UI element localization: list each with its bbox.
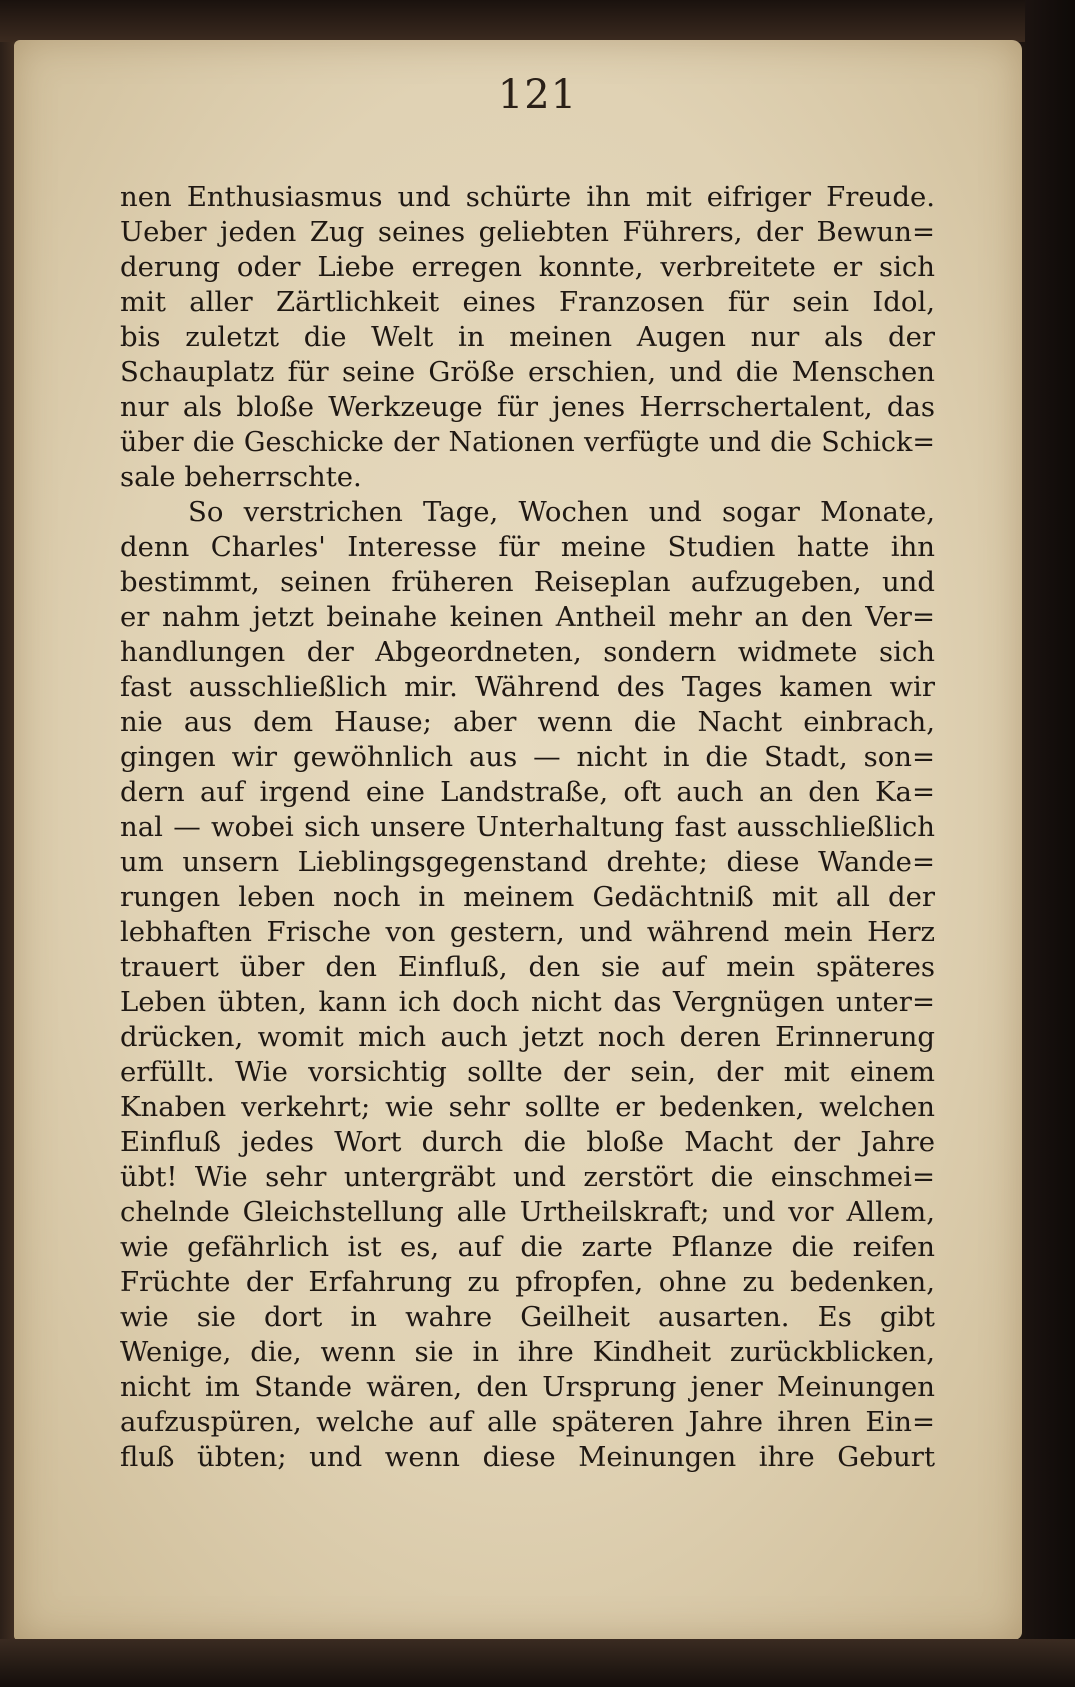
text-line: aufzuspüren, welche auf alle späteren Jahre ihren Ein= [120,1406,935,1438]
text-line: wie gefährlich ist es, auf die zarte Pflanze die reifen [120,1231,935,1263]
text-line: bis zuletzt die Welt in meinen Augen nur als der [120,321,935,353]
text-line: nen Enthusiasmus und schürte ihn mit eifriger Freude. [120,181,935,213]
text-line: nicht im Stande wären, den Ursprung jener Meinungen [120,1371,935,1403]
text-line: chelnde Gleichstellung alle Urtheilskraft; und vor Allem, [120,1196,935,1228]
text-line: fluß übten; und wenn diese Meinungen ihre Geburt [120,1441,935,1473]
text-line: Wenige, die, wenn sie in ihre Kindheit zurückblicken, [120,1336,935,1368]
text-line: über die Geschicke der Nationen verfügte und die Schick= [120,427,935,458]
top-edge [0,0,1075,42]
text-line: Ueber jeden Zug seines geliebten Führers, der Bewun= [120,216,935,248]
text-line: gingen wir gewöhnlich aus — nicht in die Stadt, son= [120,741,935,773]
text-line: fast ausschließlich mir. Während des Tages kamen wir [120,671,935,703]
text-line: mit aller Zärtlichkeit eines Franzosen für sein Idol, [120,286,935,318]
page-number: 121 [497,72,578,118]
text-line: So verstrichen Tage, Wochen und sogar Monate, [188,496,935,528]
text-line: lebhaften Frische von gestern, und während mein Herz [120,916,935,948]
text-line: drücken, womit mich auch jetzt noch deren Erinnerung [120,1021,935,1053]
text-line: Schauplatz für seine Größe erschien, und die Menschen [120,356,935,388]
text-line: Einfluß jedes Wort durch die bloße Macht der Jahre [120,1126,935,1158]
text-line: rungen leben noch in meinem Gedächtniß mit all der [120,881,935,913]
text-line: Leben übten, kann ich doch nicht das Vergnügen unter= [120,986,935,1018]
text-line: wie sie dort in wahre Geilheit ausarten. Es gibt [120,1301,935,1333]
text-line: er nahm jetzt beinahe keinen Antheil mehr an den Ver= [120,601,935,633]
text-line: nie aus dem Hause; aber wenn die Nacht einbrach, [120,706,935,738]
text-line: um unsern Lieblingsgegenstand drehte; diese Wande= [120,846,935,878]
text-line: nal — wobei sich unsere Unterhaltung fast ausschließlich [120,811,935,843]
bottom-edge [0,1639,1075,1687]
cover-edge [1025,0,1075,1687]
text-line: denn Charles' Interesse für meine Studien hatte ihn [120,531,935,563]
text-line: Früchte der Erfahrung zu pfropfen, ohne zu bedenken, [120,1266,935,1298]
text-line: nur als bloße Werkzeuge für jenes Herrschertalent, das [120,391,935,423]
text-line: erfüllt. Wie vorsichtig sollte der sein, der mit einem [120,1056,935,1088]
text-line: übt! Wie sehr untergräbt und zerstört die einschmei= [120,1161,935,1193]
text-line: bestimmt, seinen früheren Reiseplan aufzugeben, und [120,566,935,598]
text-line: derung oder Liebe erregen konnte, verbreitete er sich [120,251,935,283]
text-line: handlungen der Abgeordneten, sondern widmete sich [120,636,935,668]
text-line: dern auf irgend eine Landstraße, oft auch an den Ka= [120,776,935,808]
text-line: trauert über den Einfluß, den sie auf mein späteres [120,951,935,983]
text-line: sale beherrschte. [120,461,362,493]
body-text [120,180,935,1475]
text-line: Knaben verkehrt; wie sehr sollte er bedenken, welchen [120,1091,935,1123]
